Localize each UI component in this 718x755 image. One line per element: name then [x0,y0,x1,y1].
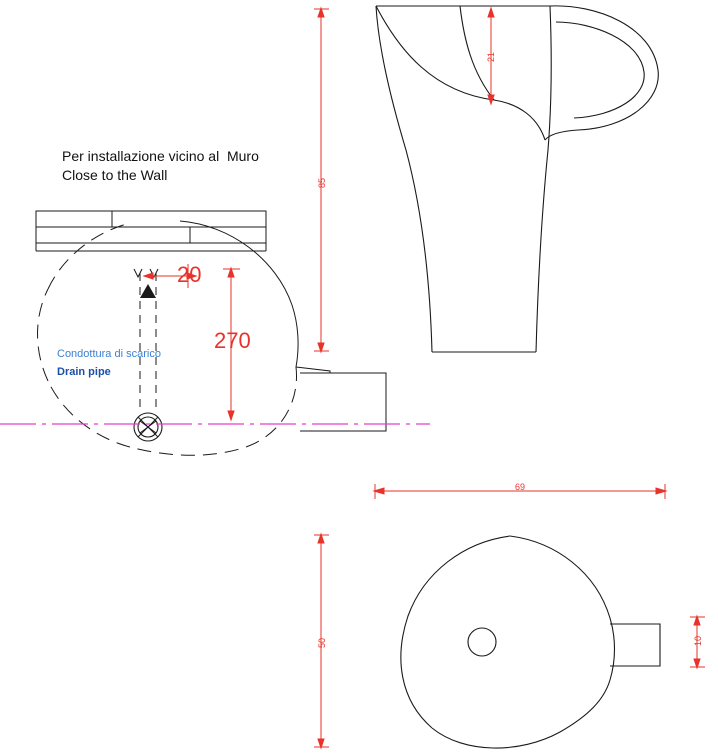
drain-label-italian: Condottura di scarico [57,348,161,360]
plan-centerline [0,420,430,428]
dimension-overall-width-value: 50 [317,637,327,648]
dimension-rim-depth-value: 21 [486,51,496,62]
plan-bottom-view [360,520,690,755]
install-note-english: Close to the Wall [62,167,168,183]
dimension-drain-distance-value: 270 [214,328,251,353]
dimension-wall-offset-value: 20 [177,262,202,287]
dimension-overall-length-value: 69 [515,482,526,492]
install-note-italian: Per installazione vicino al Muro [62,148,259,164]
drain-label-english: Drain pipe [57,366,111,378]
dimension-tail-width-value: 10 [693,635,703,646]
dimension-total-height-value: 85 [317,177,327,188]
